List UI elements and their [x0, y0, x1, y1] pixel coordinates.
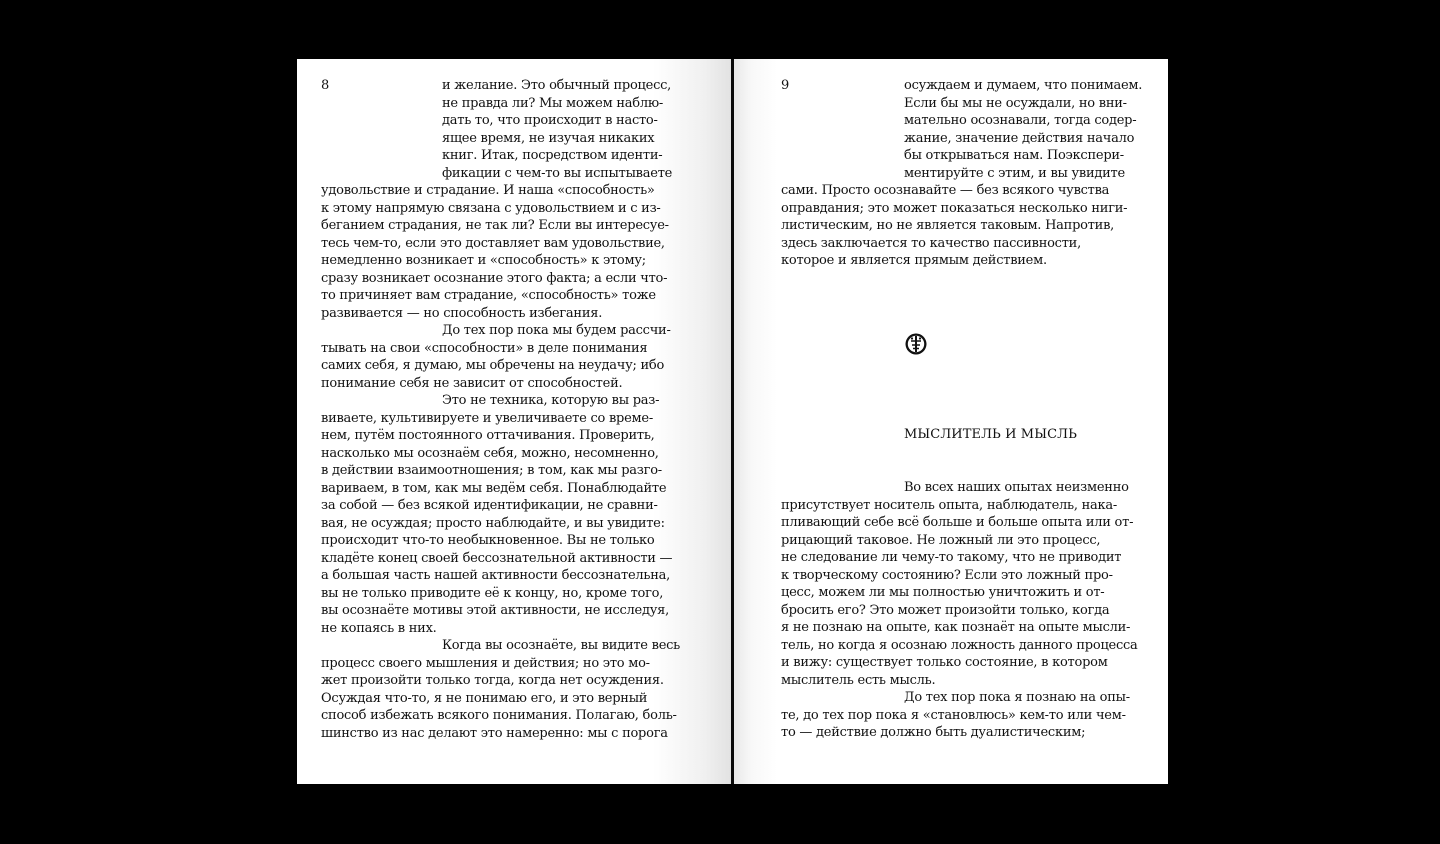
text-line: осуждаем и думаем, что понимаем. — [904, 78, 1143, 93]
text-line: я не познаю на опыте, как познаёт на опыте мысли- — [781, 620, 1131, 635]
left-page-body — [321, 77, 680, 742]
text-line: Если бы мы не осуждали, но вни- — [904, 95, 1127, 111]
right-page-top-body — [781, 77, 1142, 270]
text-line: дать то, что происходит в насто- — [442, 113, 658, 128]
text-line: Это не техника, которую вы раз- — [442, 393, 660, 408]
text-line: ментируйте с этим, и вы увидите — [904, 165, 1125, 181]
text-line: способ избежать всякого понимания. Полагаю, боль- — [321, 708, 677, 723]
text-line: ящее время, не изучая никаких — [442, 130, 655, 146]
text-line: тель, но когда я осознаю ложность данного процесса — [781, 637, 1138, 653]
text-line: удовольствие и страдание. И наша «способность» — [321, 183, 655, 198]
text-line: вы осознаёте мотивы этой активности, не исследуя, — [321, 603, 669, 618]
text-line: листическим, но не является таковым. Напротив, — [781, 218, 1115, 233]
text-line: цесс, можем ли мы полностью уничтожить и от- — [781, 585, 1105, 600]
text-line: самих себя, я думаю, мы обречены на неудачу; ибо — [321, 358, 665, 373]
text-line: к этому напрямую связана с удовольствием и с из- — [321, 200, 661, 216]
text-line: До тех пор пока мы будем рассчи- — [442, 323, 671, 338]
chapter-title: МЫСЛИТЕЛЬ И МЫСЛЬ — [904, 427, 1077, 442]
text-line: то причиняет вам страдание, «способность» тоже — [321, 288, 656, 303]
text-line: беганием страдания, не так ли? Если вы интересуе- — [321, 218, 669, 233]
text-line: До тех пор пока я познаю на опы- — [904, 690, 1130, 705]
text-line: вы не только приводите её к концу, но, кроме того, — [321, 585, 664, 601]
text-line: оправдания; это может показаться несколько ниги- — [781, 200, 1128, 216]
text-line: происходит что-то необыкновенное. Вы не только — [321, 533, 655, 548]
text-line: сразу возникает осознание этого факта; а если что- — [321, 270, 668, 286]
text-line: развивается — но способность избегания. — [321, 305, 603, 321]
text-line: виваете, культивируете и увеличиваете со време- — [321, 410, 653, 426]
text-line: и вижу: существует только состояние, в котором — [781, 655, 1108, 670]
text-line: не следование ли чему-то такому, что не приводит — [781, 550, 1122, 565]
text-line: в действии взаимоотношения; в том, как мы разго- — [321, 463, 662, 478]
text-line: то — действие должно быть дуалистическим; — [781, 725, 1086, 740]
page-number-right: 9 — [781, 78, 790, 93]
text-line: пливающий себе всё больше и больше опыта или от- — [781, 515, 1134, 530]
page-number-left: 8 — [321, 78, 330, 93]
text-line: Когда вы осознаёте, вы видите весь — [442, 638, 681, 653]
text-line: не копаясь в них. — [321, 620, 437, 636]
text-line: вая, не осуждая; просто наблюдайте, и вы увидите: — [321, 515, 665, 531]
text-line: Во всех наших опытах неизменно — [904, 480, 1129, 495]
right-page-bottom-body — [781, 479, 1138, 742]
text-line: процесс своего мышления и действия; но это мо- — [321, 655, 650, 671]
text-line: бросить его? Это может произойти только, когда — [781, 602, 1110, 618]
text-line: бы открываться нам. Поэкспери- — [904, 148, 1124, 163]
text-line: присутствует носитель опыта, наблюдатель, нака- — [781, 497, 1118, 513]
text-line: шинство из нас делают это намеренно: мы с порога — [321, 725, 668, 741]
text-line: тесь чем-то, если это доставляет вам удовольствие, — [321, 235, 665, 251]
text-line: сами. Просто осознавайте — без всякого чувства — [781, 183, 1110, 198]
text-line: жание, значение действия начало — [904, 130, 1135, 146]
text-line: вариваем, в том, как мы ведём себя. Понаблюдайте — [321, 480, 667, 496]
text-line: рицающий таковое. Не ложный ли это процесс, — [781, 532, 1101, 548]
text-line: мыслитель есть мысль. — [781, 672, 936, 688]
text-line: те, до тех пор пока я «становлюсь» кем-то или чем- — [781, 707, 1126, 723]
text-line: насколько мы осознаём себя, можно, несомненно, — [321, 445, 659, 461]
text-line: не правда ли? Мы можем наблю- — [442, 95, 664, 111]
text-line: книг. Итак, посредством иденти- — [442, 148, 663, 163]
ornament-icon — [904, 332, 928, 356]
text-line: понимание себя не зависит от способностей. — [321, 375, 623, 391]
left-page — [297, 59, 731, 784]
text-line: за собой — без всякой идентификации, не сравни- — [321, 498, 658, 513]
text-line: нем, путём постоянного оттачивания. Проверить, — [321, 428, 655, 443]
text-line: немедленно возникает и «способность» к этому; — [321, 253, 646, 268]
text-line: Осуждая что-то, я не понимаю его, и это верный — [321, 690, 648, 706]
text-line: мательно осознавали, тогда содер- — [904, 113, 1137, 128]
text-line: которое и является прямым действием. — [781, 253, 1047, 268]
text-line: жет произойти только тогда, когда нет осуждения. — [321, 673, 664, 688]
text-line: тывать на свои «способности» в деле понимания — [321, 340, 648, 356]
right-page — [734, 59, 1168, 784]
text-line: а большая часть нашей активности бессознательна, — [321, 568, 671, 583]
text-line: здесь заключается то качество пассивности, — [781, 235, 1081, 251]
text-line: кладёте конец своей бессознательной активности — — [321, 550, 673, 566]
text-line: к творческому состоянию? Если это ложный про- — [781, 567, 1113, 583]
text-line: и желание. Это обычный процесс, — [442, 78, 672, 93]
text-line: фикации с чем-то вы испытываете — [442, 165, 673, 181]
